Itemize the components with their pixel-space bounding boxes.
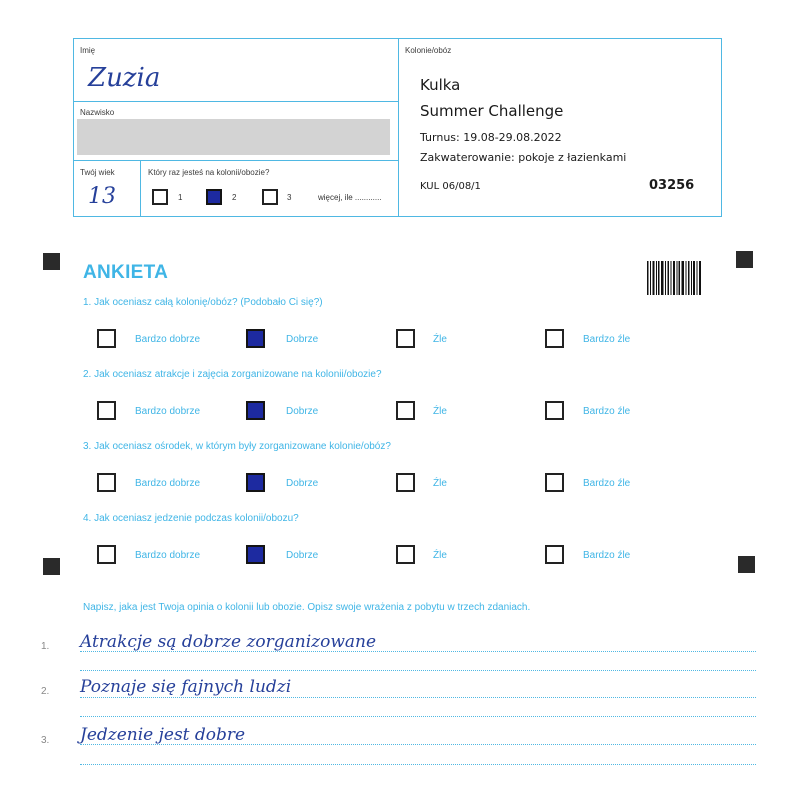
registration-mark — [738, 556, 755, 573]
answer-1-text[interactable]: Atrakcje są dobrze zorganizowane — [80, 632, 377, 652]
survey-title: ANKIETA — [83, 262, 169, 283]
camp-code: KUL 06/08/1 — [420, 181, 481, 192]
q3-bardzo-zle-label: Bardzo źle — [583, 478, 631, 489]
q3-zle-label: Źle — [433, 478, 447, 489]
q1-dobrze-label: Dobrze — [286, 334, 319, 345]
accommodation: Zakwaterowanie: pokoje z łazienkami — [420, 151, 627, 164]
q1-bardzo-zle-checkbox[interactable] — [545, 329, 564, 348]
which-time-option-3-label: 3 — [287, 193, 292, 202]
camp-label: Kolonie/obóz — [405, 46, 452, 55]
answer-line — [80, 716, 756, 717]
q1-bardzo-dobrze-label: Bardzo dobrze — [135, 334, 201, 345]
question-3-text: 3. Jak oceniasz ośrodek, w którym były zorganizowane kolonie/obóz? — [83, 441, 391, 452]
q3-dobrze-label: Dobrze — [286, 478, 319, 489]
answer-line — [80, 697, 756, 698]
q2-bardzo-zle-checkbox[interactable] — [545, 401, 564, 420]
q4-dobrze-label: Dobrze — [286, 550, 319, 561]
q1-bardzo-dobrze-checkbox[interactable] — [97, 329, 116, 348]
answer-3-text[interactable]: Jedzenie jest dobre — [80, 725, 246, 745]
last-name-label: Nazwisko — [80, 108, 115, 117]
q3-bardzo-zle-checkbox[interactable] — [545, 473, 564, 492]
q1-zle-label: Źle — [433, 334, 447, 345]
which-time-option-2-label: 2 — [232, 193, 237, 202]
answer-3-number: 3. — [41, 735, 50, 746]
answer-1-number: 1. — [41, 641, 50, 652]
turnus-dates: Turnus: 19.08-29.08.2022 — [420, 131, 562, 144]
q2-bardzo-dobrze-checkbox[interactable] — [97, 401, 116, 420]
q3-bardzo-dobrze-checkbox[interactable] — [97, 473, 116, 492]
which-time-more-label: więcej, ile ............ — [318, 193, 382, 202]
first-name-value[interactable]: Zuzia — [88, 63, 161, 93]
q4-dobrze-checkbox[interactable] — [246, 545, 265, 564]
opinion-prompt: Napisz, jaka jest Twoja opinia o kolonii lub obozie. Opisz swoje wrażenia z pobytu w trzech zdaniach. — [83, 602, 531, 613]
q4-bardzo-zle-label: Bardzo źle — [583, 550, 631, 561]
q4-zle-checkbox[interactable] — [396, 545, 415, 564]
q2-zle-label: Źle — [433, 406, 447, 417]
q4-bardzo-dobrze-checkbox[interactable] — [97, 545, 116, 564]
camp-program: Summer Challenge — [420, 102, 564, 120]
answer-line — [80, 764, 756, 765]
age-label: Twój wiek — [80, 168, 115, 177]
which-time-option-2-checkbox[interactable] — [206, 189, 222, 205]
age-value[interactable]: 13 — [88, 184, 116, 209]
camp-info-header — [73, 38, 722, 217]
form-number: 03256 — [649, 178, 695, 193]
which-time-option-1-label: 1 — [178, 193, 183, 202]
question-2-text: 2. Jak oceniasz atrakcje i zajęcia zorganizowane na kolonii/obozie? — [83, 369, 382, 380]
question-1-text: 1. Jak oceniasz całą kolonię/obóz? (Podobało Ci się?) — [83, 297, 323, 308]
answer-line — [80, 744, 756, 745]
answer-2-number: 2. — [41, 686, 50, 697]
q2-zle-checkbox[interactable] — [396, 401, 415, 420]
question-4-text: 4. Jak oceniasz jedzenie podczas kolonii/obozu? — [83, 513, 299, 524]
answer-line — [80, 651, 756, 652]
barcode-icon — [647, 261, 701, 295]
q4-zle-label: Źle — [433, 550, 447, 561]
registration-mark — [736, 251, 753, 268]
last-name-redacted — [77, 119, 390, 155]
divider — [140, 160, 141, 216]
q1-bardzo-zle-label: Bardzo źle — [583, 334, 631, 345]
first-name-label: Imię — [80, 46, 96, 55]
registration-mark — [43, 558, 60, 575]
q1-zle-checkbox[interactable] — [396, 329, 415, 348]
q4-bardzo-zle-checkbox[interactable] — [545, 545, 564, 564]
which-time-option-3-checkbox[interactable] — [262, 189, 278, 205]
answer-2-text[interactable]: Poznaje się fajnych ludzi — [80, 677, 292, 697]
divider — [74, 101, 398, 102]
divider — [74, 160, 398, 161]
q1-dobrze-checkbox[interactable] — [246, 329, 265, 348]
q2-bardzo-zle-label: Bardzo źle — [583, 406, 631, 417]
q3-bardzo-dobrze-label: Bardzo dobrze — [135, 478, 201, 489]
camp-name: Kulka — [420, 76, 461, 94]
q2-bardzo-dobrze-label: Bardzo dobrze — [135, 406, 201, 417]
registration-mark — [43, 253, 60, 270]
q3-dobrze-checkbox[interactable] — [246, 473, 265, 492]
q2-dobrze-label: Dobrze — [286, 406, 319, 417]
q4-bardzo-dobrze-label: Bardzo dobrze — [135, 550, 201, 561]
q2-dobrze-checkbox[interactable] — [246, 401, 265, 420]
divider — [398, 39, 399, 216]
which-time-option-1-checkbox[interactable] — [152, 189, 168, 205]
which-time-label: Który raz jesteś na kolonii/obozie? — [148, 168, 270, 177]
answer-line — [80, 670, 756, 671]
q3-zle-checkbox[interactable] — [396, 473, 415, 492]
